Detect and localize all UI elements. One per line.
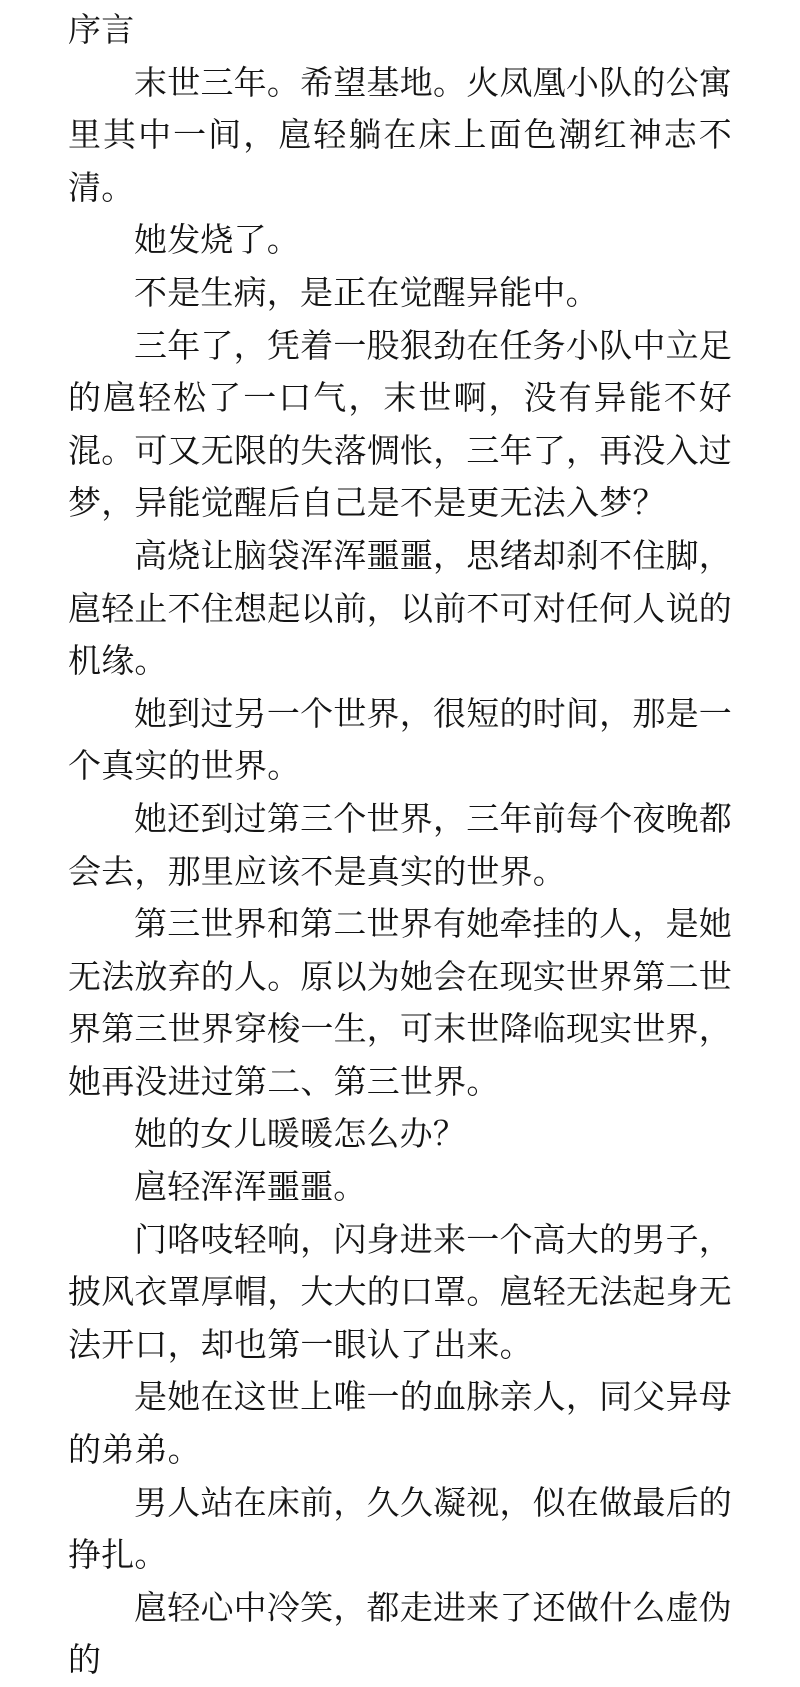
document-body bbox=[68, 4, 732, 1687]
paragraph: 她的女儿暖暖怎么办？ bbox=[134, 1114, 466, 1154]
paragraph: 男人站在床前，久久凝视，似在做最后的挣扎。 bbox=[68, 1482, 732, 1575]
paragraph: 她还到过第三个世界，三年前每个夜晚都会去，那里应该不是真实的世界。 bbox=[68, 798, 732, 891]
paragraph: 高烧让脑袋浑浑噩噩，思绪却刹不住脚，扈轻止不住想起以前，以前不可对任何人说的机缘。 bbox=[68, 535, 732, 681]
document-title: 序言 bbox=[68, 10, 135, 49]
paragraph: 扈轻浑浑噩噩。 bbox=[134, 1167, 367, 1207]
paragraph: 扈轻心中冷笑，都走进来了还做什么虚伪的 bbox=[68, 1587, 732, 1680]
paragraph: 末世三年。希望基地。火凤凰小队的公寓里其中一间，扈轻躺在床上面色潮红神志不清。 bbox=[68, 62, 732, 207]
paragraph: 门咯吱轻响，闪身进来一个高大的男子，披风衣罩厚帽，大大的口罩。扈轻无法起身无法开口，却也第一眼认了出来。 bbox=[68, 1219, 732, 1364]
paragraph: 三年了，凭着一股狠劲在任务小队中立足的扈轻松了一口气，末世啊，没有异能不好混。可又无限的失落惆怅，三年了，再没入过梦，异能觉醒后自己是不是更无法入梦？ bbox=[68, 325, 732, 523]
paragraph: 第三世界和第二世界有她牵挂的人，是她无法放弃的人。原以为她会在现实世界第二世界第三世界穿梭一生，可末世降临现实世界，她再没进过第二、第三世界。 bbox=[68, 904, 732, 1101]
paragraph: 是她在这世上唯一的血脉亲人，同父异母的弟弟。 bbox=[68, 1377, 732, 1470]
paragraph: 她发烧了。 bbox=[134, 220, 300, 260]
paragraph: 她到过另一个世界，很短的时间，那是一个真实的世界。 bbox=[68, 693, 732, 786]
paragraph: 不是生病，是正在觉醒异能中。 bbox=[134, 272, 599, 312]
